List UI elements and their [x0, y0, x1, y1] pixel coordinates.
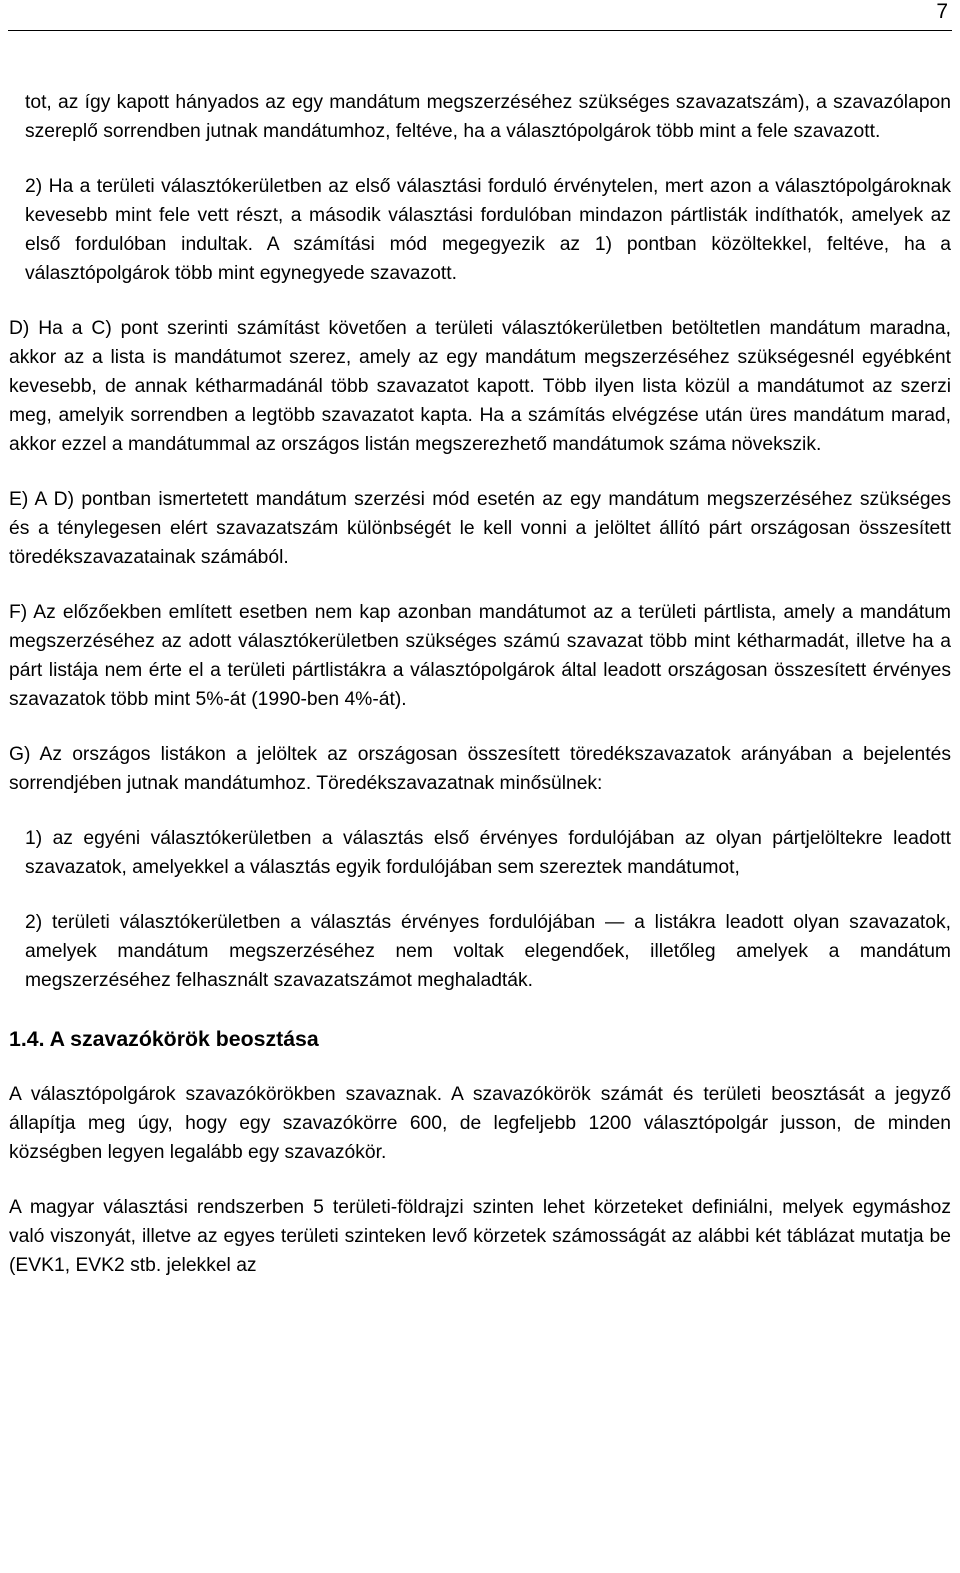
page-number: 7 — [936, 0, 948, 23]
paragraph-e: E) A D) pontban ismertetett mandátum szerzési mód esetén az egy mandátum megszerzéséhez szükséges és a ténylegesen elért szavazatszám különbségét le kell vonni a jelöltet állító párt országosan összesített töredékszavazatainak számából. — [9, 489, 951, 568]
paragraph-point-2: 2) Ha a területi választókerületben az első választási forduló érvénytelen, mert azon a választópolgároknak kevesebb mint fele vett részt, a második választási fordulóban mindazon pártlisták indíthatók, amelyek az első fordulóban indultak. A számítási mód megegyezik az 1) pontban közöltekkel, feltéve, ha a választópolgárok több mint egynegyede szavazott. — [25, 176, 951, 284]
paragraph-electoral-levels: A magyar választási rendszerben 5 területi-földrajzi szinten lehet körzeteket definiálni, melyek egymáshoz való viszonyát, illetve az egyes területi szinteken levő körzetek számosságát az alábbi két táblázat mutatja be (EVK1, EVK2 stb. jelekkel az — [9, 1197, 951, 1276]
header-rule — [8, 30, 952, 31]
paragraph-f: F) Az előzőekben említett esetben nem kap azonban mandátumot az a területi pártlista, amely a mandátum megszerzéséhez az adott választókerületben szükséges számú szavazat több mint kétharmadát, illetve ha a párt listája nem érte el a területi pártlistákra a választópolgárok által leadott országosan összesített érvényes szavazatok több mint 5%-át (1990-ben 4%-át). — [9, 602, 951, 710]
paragraph-g: G) Az országos listákon a jelöltek az országosan összesített töredékszavazatok arányában a bejelentés sorrendjében jutnak mandátumhoz. Töredékszavazatnak minősülnek: — [9, 744, 951, 794]
paragraph-continuation: tot, az így kapott hányados az egy mandátum megszerzéséhez szükséges szavazatszám), a szavazólapon szereplő sorrendben jutnak mandátumhoz, feltéve, ha a választópolgárok több mint a fele szavazott. — [25, 92, 951, 142]
section-heading: 1.4. A szavazókörök beosztása — [9, 1027, 319, 1051]
paragraph-list-item-1: 1) az egyéni választókerületben a választás első érvényes fordulójában az olyan pártjelöltekre leadott szavazatok, amelyekkel a választás egyik fordulójában sem szereztek mandátumot, — [25, 828, 951, 878]
paragraph-polling-districts: A választópolgárok szavazókörökben szavaznak. A szavazókörök számát és területi beosztását a jegyző állapítja meg úgy, hogy egy szavazókörre 600, de legfeljebb 1200 választópolgár jusson, de minden községben legyen legalább egy szavazókör. — [9, 1084, 951, 1163]
document-body — [9, 88, 951, 1280]
paragraph-d: D) Ha a C) pont szerinti számítást követően a területi választókerületben betöltetlen mandátum maradna, akkor az a lista is mandátumot szerez, amely az egy mandátum megszerzéséhez szükségesnél egyébként kevesebb, de annak kétharmadánál több szavazatot kapott. Több ilyen lista közül a mandátumot az szerzi meg, amelyik sorrendben a legtöbb szavazatot kapta. Ha a számítás elvégzése után üres mandátum marad, akkor ezzel a mandátummal az országos listán megszerezhető mandátumok száma növekszik. — [9, 318, 951, 455]
paragraph-list-item-2: 2) területi választókerületben a választás érvényes fordulójában — a listákra leadott olyan szavazatok, amelyek mandátum megszerzéséhez nem voltak elegendőek, illetőleg amelyek a mandátum megszerzéséhez felhasznált szavazatszámot meghaladták. — [25, 912, 951, 991]
